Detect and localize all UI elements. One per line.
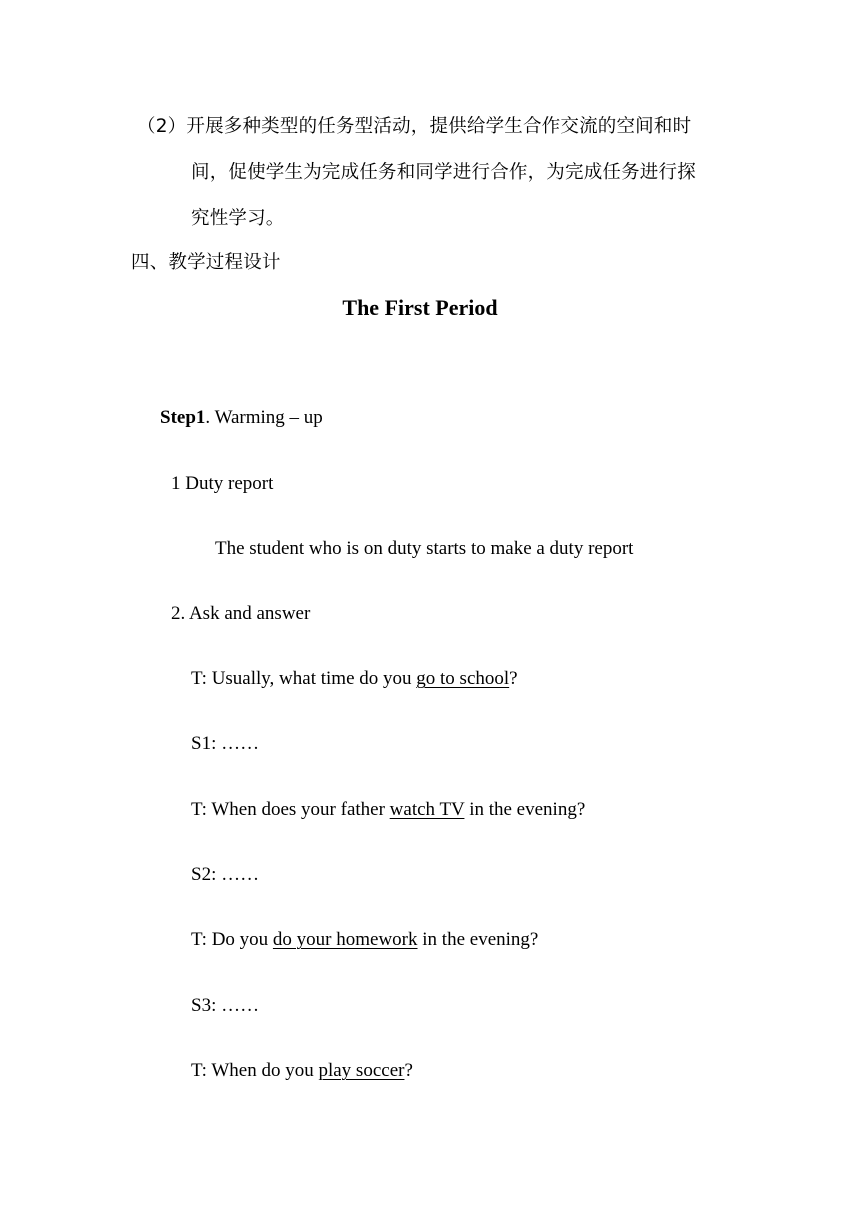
step1-title: . Warming – up <box>205 407 323 428</box>
dialogue-text: S3: …… <box>191 995 260 1016</box>
section-heading-teaching-process: 四、教学过程设计 <box>131 252 281 273</box>
step1-heading <box>160 408 323 427</box>
dialogue-text: ? <box>509 668 518 689</box>
dialogue-line <box>191 734 259 753</box>
dialogue-underlined-phrase: play soccer <box>318 1060 405 1081</box>
objective-item-2-line-1: （2）开展多种类型的任务型活动，提供给学生合作交流的空间和时 <box>137 116 692 137</box>
ask-answer-heading: 2. Ask and answer <box>171 603 311 624</box>
dialogue-underlined-phrase: go to school <box>416 668 510 689</box>
dialogue-text: T: Do you <box>191 929 273 950</box>
dialogue-line <box>191 930 538 949</box>
dialogue-text: T: When do you <box>191 1060 319 1081</box>
dialogue-text: T: Usually, what time do you <box>191 668 417 689</box>
dialogue-line <box>191 865 259 884</box>
dialogue-text: S1: …… <box>191 733 260 754</box>
duty-report-text: The student who is on duty starts to make a duty report <box>215 538 634 559</box>
dialogue-line <box>191 996 259 1015</box>
dialogue-text: in the evening? <box>464 799 586 820</box>
dialogue-text: T: When does your father <box>191 799 390 820</box>
dialogue-line <box>191 800 585 819</box>
objective-item-2-line-2: 间，促使学生为完成任务和同学进行合作，为完成任务进行探 <box>191 162 696 183</box>
dialogue-underlined-phrase: watch TV <box>389 799 465 820</box>
dialogue-line <box>191 669 518 688</box>
dialogue-line <box>191 1061 413 1080</box>
dialogue-text: ? <box>404 1060 413 1081</box>
dialogue-underlined-phrase: do your homework <box>272 929 418 950</box>
objective-item-2-line-3: 究性学习。 <box>191 208 285 229</box>
step1-label: Step1 <box>160 407 206 428</box>
duty-report-heading: 1 Duty report <box>171 473 274 494</box>
period-title: The First Period <box>342 295 498 320</box>
dialogue-text: in the evening? <box>417 929 539 950</box>
dialogue-text: S2: …… <box>191 864 260 885</box>
